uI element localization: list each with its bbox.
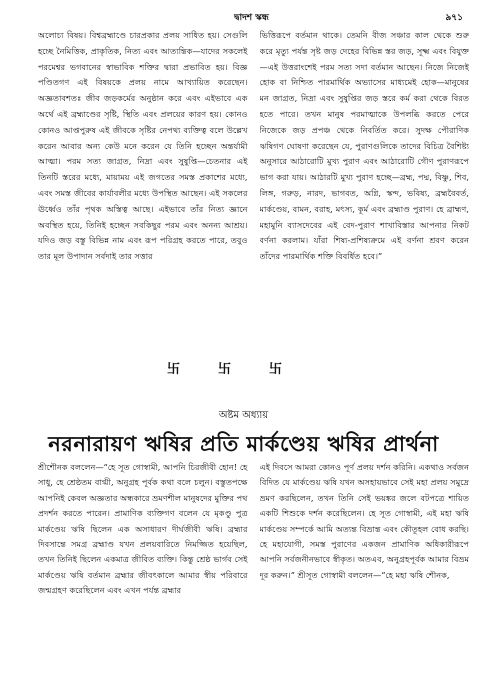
- chapter-title: নরনারায়ণ ঋষির প্রতি মার্কণ্ডেয় ঋষির প্রার্থনা: [48, 432, 439, 456]
- paragraph: অলোচ্য বিষয়। বিশ্বব্রহ্মাণ্ডে চারপ্রকার প্রলয় সাধিত হয়। সেগুলি হচ্ছে নৈমিত্তিক, প্রাকৃতিক, নিত্য এবং আত্যন্তিক—যাদের সকলেই পরমেশ্বর ভগবানের স্বাভাবিক শক্তির দ্বারা প্রভাবিত হয়। বিজ্ঞ পণ্ডিতগণ এই বিষয়কে প্রলয় নামে আখ্যায়িত করেছেন। অজ্ঞতাবশতঃ জীব জড়কর্মের অনুষ্ঠান করে এবং এইভাবে এক অর্থে এই ব্রহ্মাণ্ডের সৃষ্টি, স্থিতি এবং প্রলয়ের কারণ হয়। কোনও কোনও আপ্তপুরুষ এই জীবকে সৃষ্টির নেপথ্য ব্যক্তিত্ব বলে উল্লেখ করেন আবার অন্য কেউ মনে করেন যে তিনি হচ্ছেন অন্তর্যামী আত্মা। পরম সত্য জাগ্রত, নিদ্রা এবং সুষুপ্তি—চেতনার এই তিনটি স্তরের মধ্যে, মায়াময় এই জগতের সমস্ত প্রকাশের মধ্যে, এবং সমস্ত জীবের কার্যাবলীর মধ্যে উপস্থিত আছেন। এই সকলের ঊর্ধ্বেও তাঁর পৃথক অস্তিত্ব আছে। এইভাবে তাঁর নিত্য জ্ঞানে অবস্থিত হয়ে, তিনিই হচ্ছেন সবকিছুর পরম এবং অনন্য আশ্রয়। যদিও জড় বস্তু বিভিন্ন নাম এবং রূপ পরিগ্রহ করতে পারে, তবুও তার মূল উপাদান সর্বদাই তার সত্তার: [38, 30, 248, 262]
- section-divider-ornaments: 卐卐卐: [166, 362, 320, 377]
- page-header: [36, 10, 467, 26]
- running-title: দ্বাদশ স্কন্ধ: [234, 13, 269, 23]
- bottom-left-column: [38, 460, 248, 676]
- top-left-column: [38, 28, 248, 350]
- top-text-columns: [38, 28, 469, 350]
- paragraph: শ্রীশৌনক বললেন—“হে সূত গোস্বামী, আপনি চিরজীবী হোন! হে সাধু, হে শ্রেষ্ঠতম বাগ্মী, অনুগ্রহ পূর্বক কথা বলে চলুন। বস্তুতপক্ষে আপনিই কেবল অজ্ঞতার অন্ধকারে ভ্রমণশীল মানুষদের মুক্তির পথ প্রদর্শন করতে পারেন। প্রামাণিক ব্যক্তিগণ বলেন যে মৃকণ্ডু পুত্র মার্কণ্ডেয় ঋষি ছিলেন এক অসাধারণ দীর্ঘজীবী ঋষি। ব্রহ্মার দিবসান্তে সমগ্র ব্রহ্মাণ্ড যখন প্রলয়বারিতে নিমজ্জিত হয়েছিল, তখন তিনিই ছিলেন একমাত্র জীবিত ব্যক্তি। কিন্তু শ্রেষ্ঠ ভার্গব সেই মার্কণ্ডেয় ঋষি বর্তমান ব্রহ্মার জীবৎকালে আমার স্বীয় পরিবারে জন্মগ্রহণ করেছিলেন এবং এখন পর্যন্ত ব্রহ্মার: [38, 462, 248, 596]
- top-right-column: [260, 28, 470, 350]
- bottom-right-column: [260, 460, 470, 676]
- paragraph: ভিত্তিরূপে বর্তমান থাকে। তেমনি বীজ সঞ্চার কাল থেকে শুরু করে মৃত্যু পর্যন্ত সৃষ্ট জড় দেহের বিভিন্ন স্তর জড়, সূক্ষ্ম এবং বিযুক্ত—এই উত্তরাংশেই পরম সত্য সদা বর্তমান আছেন। নিজে নিজেই হোক বা নিশ্চিত পারমার্থিক অভ্যাসের মাধ্যমেই হোক—মানুষের মন জাগ্রত, নিদ্রা এবং সুষুপ্তির জড় স্তরে কর্ম করা থেকে বিরত হতে পারে। তখন মানুষ পরমাত্মাকে উপলব্ধি করতে পেরে নিজেকে জড় প্রপঞ্চ থেকে নিবর্তিত করে। সুদক্ষ পৌরাণিক ঋষিগণ ঘোষণা করেছেন যে, পুরাণগুলিকে তাদের বিচিত্র বৈশিষ্ট্য অনুসারে আঠারোটি মুখ্য পুরাণ এবং আঠারোটি গৌণ পুরাণরূপে ভাগ করা যায়। আঠারটি মুখ্য পুরাণ হচ্ছে—ব্রহ্ম, পদ্ম, বিষ্ণু, শিব, লিঙ্গ, গরুড়, নারদ, ভাগবত, অগ্নি, স্কন্দ, ভবিষ্য, ব্রহ্মবৈবর্ত, মার্কণ্ডেয়, বামন, বরাহ, মৎস্য, কূর্ম এবং ব্রহ্মাণ্ড পুরাণ। হে ব্রাহ্মণ, মহামুনি ব্যাসদেবের এই বেদ-পুরাণ শাখাবিস্তার আপনার নিকট বর্ণনা করলাম। যাঁরা শিষ্য-প্রশিষ্যক্রমে এই বর্ণনা শ্রবণ করেন তাঁদের পারমার্থিক শক্তি বিবর্ধিত হবে।”: [259, 30, 469, 262]
- bottom-text-columns: [38, 460, 469, 676]
- chapter-label: অষ্টম অধ্যায়: [218, 410, 269, 421]
- paragraph: এই দিবসে আমরা কোনও পূর্ণ প্রলয় দর্শন করিনি। একথাও সর্বজন বিদিত যে মার্কণ্ডেয় ঋষি যখন অসহায়ভাবে সেই মহা প্রলয় সমুদ্রে ভ্রমণ করছিলেন, তখন তিনি সেই ভয়ঙ্কর জলে বটপত্রে শায়িত একটি শিশুকে দর্শন করেছিলেন। হে সূত গোস্বামী, এই মহা ঋষি মার্কণ্ডেয় সম্পর্কে আমি অত্যন্ত বিভ্রান্ত এবং কৌতূহল বোধ করছি। হে মহাযোগী, সমস্ত পুরাণের একজন প্রামাণিক অধিকারীরূপে আপনি সর্বজনীনভাবে স্বীকৃত। অতএব, অনুগ্রহপূর্বক আমার বিভ্রম দূর করুন।” শ্রীসূত গোস্বামী বললেন—“হে মহা ঋষি শৌনক,: [259, 462, 469, 580]
- page-number: ৯৭১: [445, 13, 463, 23]
